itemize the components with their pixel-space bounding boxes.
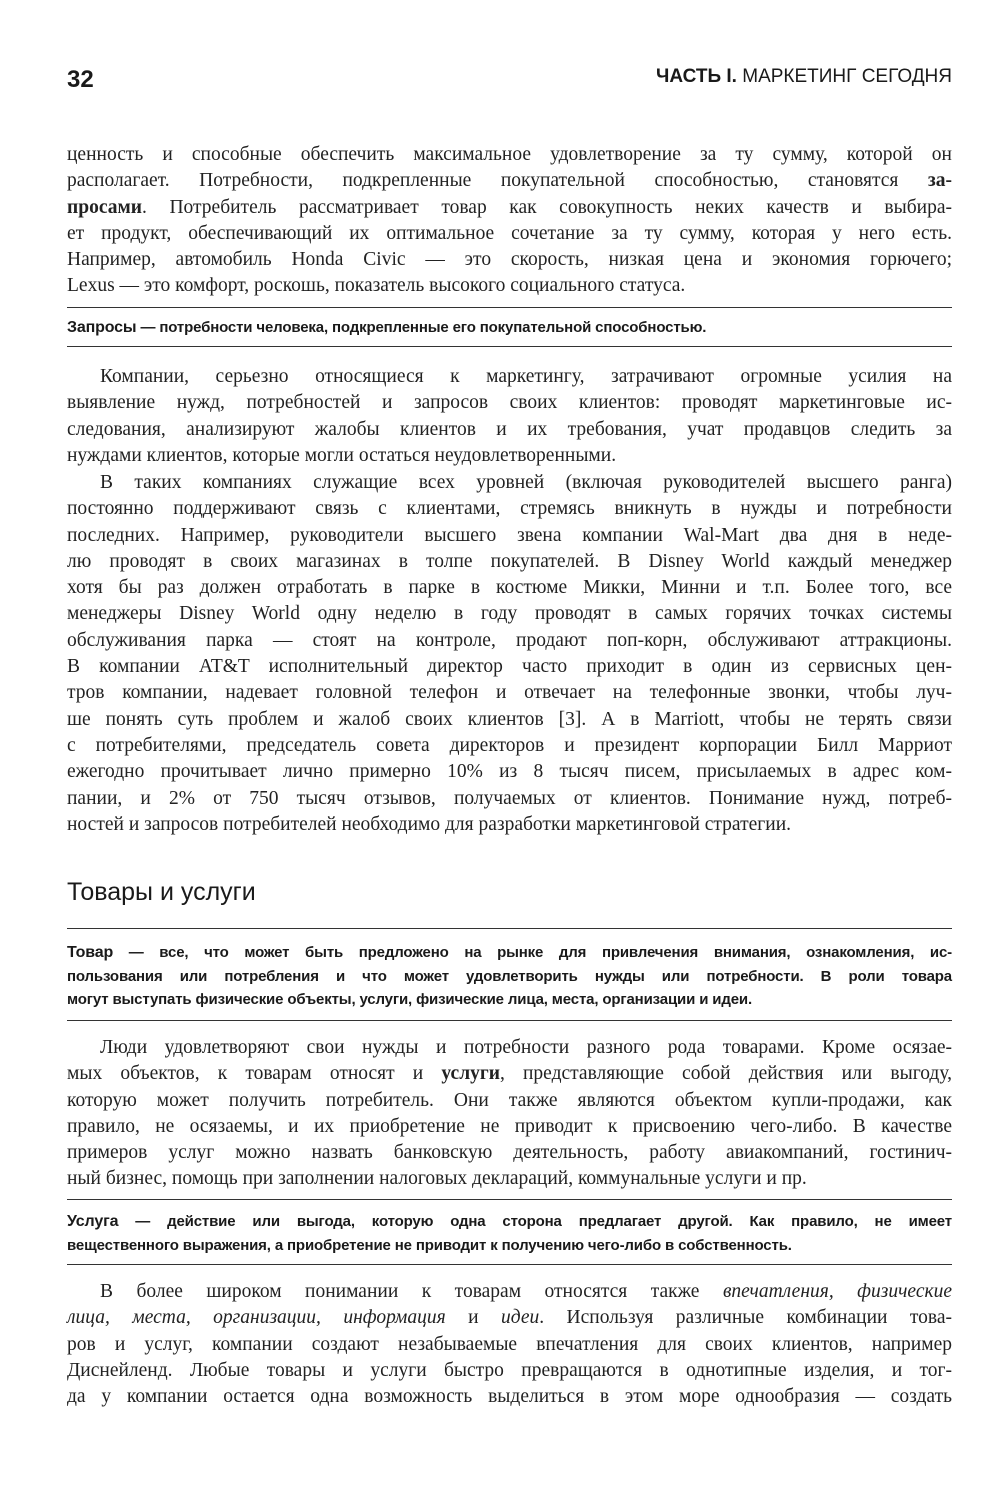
running-header-part: ЧАСТЬ I. (656, 66, 737, 87)
text-line: с потребителями, председатель совета директоров и президент корпорации Билл Марриот (67, 734, 952, 756)
definition-requests (67, 316, 952, 340)
text-line: вещественного выражения, а приобретение не приводит к получению чего-либо в собственность. (67, 1236, 792, 1254)
text-line: В компании AT&T исполнительный директор часто приходит в один из сервисных цен- (67, 656, 952, 678)
running-header (656, 66, 952, 88)
text-line: хотя бы раз должен отработать в парке в костюме Микки, Минни и т.п. Более того, все (67, 577, 952, 599)
text-line (67, 941, 952, 965)
text-line: могут выступать физические объекты, услуги, физические лица, места, организации и идеи. (67, 991, 753, 1008)
paragraph-1 (67, 142, 952, 300)
text-line (67, 1279, 952, 1305)
text-line: нуждами клиентов, которые могли остаться неудовлетворенными. (67, 444, 617, 466)
italic-text: лица, места, организации, информация (67, 1307, 446, 1329)
definition-service (67, 1210, 952, 1257)
text-segment: . Потребитель рассматривает товар как совокупность неких качеств и выбира- (142, 196, 952, 218)
page-number: 32 (67, 66, 94, 93)
text-line: ров и услуг, компании создают незабываемые впечатления для своих клиентов, например (67, 1333, 952, 1355)
bold-term: за- (927, 170, 952, 192)
text-line: ет продукт, обеспечивающий их оптимальное сочетание за ту сумму, которая у него есть. (67, 222, 952, 244)
text-line: ный бизнес, помощь при заполнении налоговых деклараций, коммунальные услуги и пр. (67, 1168, 807, 1190)
text-line: лю проводят в своих магазинах в толпе покупателей. В Disney World каждый менеджер (67, 550, 952, 572)
text-line: Например, автомобиль Honda Civic — это скорость, низкая цена и экономия горючего; (67, 249, 952, 271)
italic-text: идеи (500, 1307, 540, 1329)
divider (67, 346, 952, 347)
text-line: постоянно поддерживают связь с клиентами, стремясь вникнуть в нужды и потребности (67, 498, 952, 520)
text-line: да у компании остается одна возможность выделиться в этом море однообразия — создать (67, 1386, 952, 1408)
text-line (67, 1061, 952, 1087)
text-line: Компании, серьезно относящиеся к маркетингу, затрачивают огромные усилия на (100, 366, 952, 387)
paragraph-3 (67, 470, 952, 838)
text-line: примеров услуг можно назвать банковскую деятельность, работу авиакомпаний, гостинич- (67, 1142, 952, 1164)
text-line: ше понять суть проблем и жалоб своих клиентов [3]. А в Marriott, чтобы не терять связи (67, 708, 952, 730)
bold-term: Товар (67, 944, 114, 961)
italic-text: впечатления, физические (722, 1281, 952, 1302)
text-line: которую может получить потребитель. Они также являются объектом купли-продажи, как (67, 1089, 952, 1111)
text-line (67, 1305, 952, 1331)
text-line: следования, анализируют жалобы клиентов и их требования, учат продавцов следить за (67, 418, 952, 440)
text-line: выявление нужд, потребностей и запросов своих клиентов: проводят маркетинговые ис- (67, 392, 952, 414)
text-line: пании, и 2% от 750 тысяч отзывов, получаемых от клиентов. Понимание нужд, потреб- (67, 787, 952, 809)
running-header-title: МАРКЕТИНГ СЕГОДНЯ (736, 66, 952, 87)
text-line: ценность и способные обеспечить максимальное удовлетворение за ту сумму, которой он (67, 144, 952, 165)
divider (67, 1264, 952, 1265)
text-line: пользования или потребления и что может удовлетворить нужды или потребности. В роли товара (67, 967, 952, 985)
text-line: последних. Например, руководители высшего звена компании Wal-Mart два дня в неде- (67, 524, 952, 546)
divider (67, 307, 952, 308)
text-segment: . Используя различные комбинации това- (539, 1307, 952, 1329)
text-line: правило, не осязаемы, и их приобретение не приводит к присвоению чего-либо. В качестве (67, 1115, 952, 1137)
text-segment: — потребности человека, подкрепленные его покупательной способностью. (136, 319, 707, 336)
text-segment: , представляющие собой действия или выгоду, (499, 1063, 952, 1085)
text-segment: — действие или выгода, которую одна сторона предлагает другой. Как правило, не имеет (118, 1213, 952, 1230)
paragraph-2 (67, 364, 952, 469)
section-heading: Товары и услуги (67, 878, 256, 906)
text-line (67, 316, 952, 340)
divider (67, 1020, 952, 1021)
text-line: тров компании, надевает головной телефон и отвечает на телефонные звонки, чтобы луч- (67, 682, 952, 704)
bold-term: Услуга (67, 1213, 119, 1230)
paragraph-5 (67, 1279, 952, 1410)
text-line: Lexus — это комфорт, роскошь, показатель высокого социального статуса. (67, 275, 686, 297)
divider (67, 1199, 952, 1200)
text-line: Люди удовлетворяют свои нужды и потребности разного рода товарами. Кроме осязае- (100, 1037, 952, 1058)
text-line (67, 1210, 952, 1234)
bold-term: услуги (441, 1063, 500, 1085)
bold-term: Запросы (67, 319, 137, 336)
text-segment: — все, что может быть предложено на рынке для привлечения внимания, ознакомления, ис- (113, 944, 952, 961)
text-line: менеджеры Disney World одну неделю в году проводят в самых горячих точках системы (67, 603, 952, 625)
divider (67, 928, 952, 929)
text-line: Диснейленд. Любые товары и услуги быстро превращаются в однотипные изделия, и тог- (67, 1359, 952, 1381)
text-segment: располагает. Потребности, подкрепленные покупательной способностью, становятся (67, 170, 928, 192)
text-segment: В более широком понимании к товарам относятся также (100, 1281, 723, 1302)
text-line (67, 195, 952, 221)
text-segment: мых объектов, к товарам относят и (67, 1063, 442, 1085)
definition-product (67, 941, 952, 1012)
bold-term: просами (67, 196, 142, 218)
text-segment: и (445, 1307, 501, 1329)
text-line: обслуживания парка — стоят на контроле, продают поп-корн, обслуживают аттракционы. (67, 629, 952, 651)
text-line: В таких компаниях служащие всех уровней (включая руководителей высшего ранга) (100, 472, 952, 493)
text-line (67, 168, 952, 194)
text-line: ежегодно прочитывает лично примерно 10% из 8 тысяч писем, присылаемых в адрес ком- (67, 761, 952, 783)
text-line: ностей и запросов потребителей необходимо для разработки маркетинговой стратегии. (67, 813, 792, 835)
paragraph-4 (67, 1035, 952, 1193)
